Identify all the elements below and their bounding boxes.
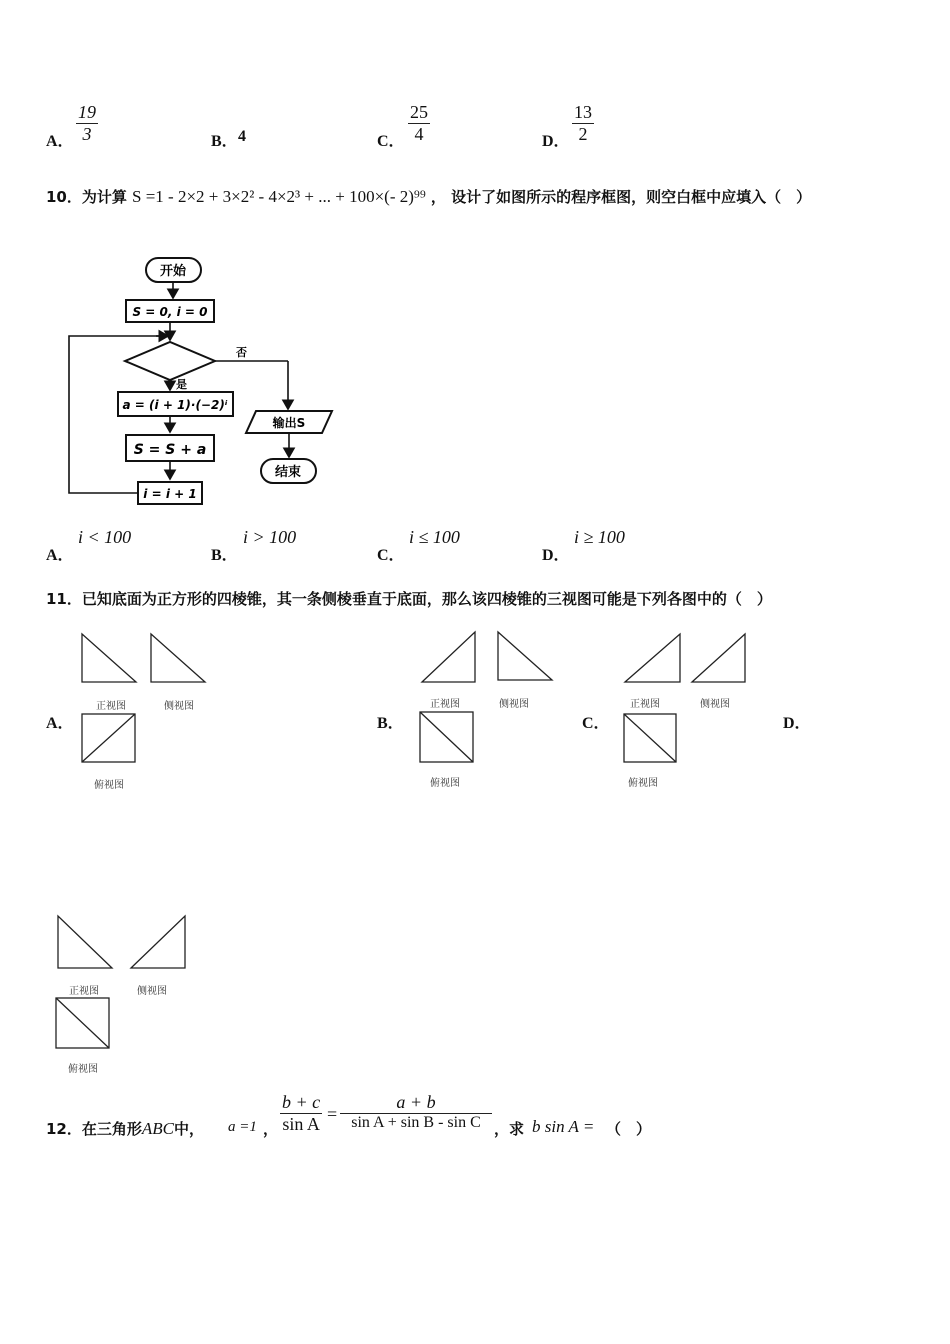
q10-lead: 为计算	[81, 188, 127, 206]
front-view-triangle	[82, 634, 136, 682]
front-view-triangle	[58, 916, 112, 968]
q11-d-side-caption: 侧视图	[137, 986, 167, 997]
q10-option-b-label[interactable]: B．	[211, 547, 238, 564]
q10-flowchart	[46, 250, 346, 512]
fraction-numerator: b + c	[282, 1092, 321, 1112]
q10-tail: ， 设计了如图所示的程序框图，则空白框中应填入（ ）	[430, 188, 812, 206]
flow-init-text: S = 0, i = 0	[132, 305, 208, 319]
flow-update-s-text: S = S + a	[133, 442, 207, 458]
q9-option-d-fraction	[572, 102, 594, 145]
q11-d-front-caption: 正视图	[69, 986, 99, 997]
front-view-triangle	[625, 634, 680, 682]
q10-stem	[46, 186, 811, 207]
q11-c-front-caption: 正视图	[630, 699, 660, 710]
q11-option-b-label[interactable]: B．	[377, 715, 404, 732]
flow-decision-blank	[125, 342, 215, 380]
side-view-triangle	[692, 634, 745, 682]
fraction-numerator: 13	[574, 102, 592, 122]
q11-b-top-caption: 俯视图	[430, 778, 460, 789]
q11-a-top-caption: 俯视图	[94, 780, 124, 791]
q10-option-d-value: i ≥ 100	[574, 527, 625, 547]
q11-option-c-views	[620, 630, 752, 792]
q10-number: 10．	[46, 188, 82, 206]
q10-option-b-value: i > 100	[243, 527, 297, 547]
q11-d-top-caption: 俯视图	[68, 1064, 98, 1075]
q9-option-d-label[interactable]: D．	[542, 133, 570, 150]
q10-formula: S =1 - 2×2 + 3×2² - 4×2³ + ... + 100×(- 2)⁹⁹	[131, 187, 426, 206]
flow-yes-label: 是	[176, 378, 187, 391]
q12-lhs-fraction	[280, 1092, 322, 1135]
q12-mid: 中，	[174, 1120, 205, 1138]
q12-lead-group	[46, 1118, 204, 1139]
q11-option-a-label[interactable]: A．	[46, 715, 74, 732]
q9-option-b-label[interactable]: B．	[211, 133, 238, 150]
q11-c-side-caption: 侧视图	[700, 699, 730, 710]
q11-b-front-caption: 正视图	[430, 699, 460, 710]
q12-target: b sin A =	[532, 1117, 595, 1136]
flow-end-text: 结束	[274, 465, 302, 480]
q12-paren: （ ）	[606, 1120, 652, 1138]
fraction-numerator: 19	[78, 102, 96, 122]
q12-comma: ，	[263, 1120, 279, 1138]
q9-option-c-label[interactable]: C．	[377, 133, 405, 150]
q9-option-b-value: 4	[238, 128, 246, 145]
flow-assign-text: a = (i + 1)·(−2)ⁱ	[122, 398, 228, 412]
q11-option-d-label[interactable]: D．	[783, 715, 811, 732]
q12-equals: =	[327, 1104, 338, 1124]
fraction-denominator: 3	[82, 124, 92, 144]
q11-a-side-caption: 侧视图	[164, 701, 194, 712]
q10-option-c-value: i ≤ 100	[409, 527, 460, 547]
q9-option-a-label[interactable]: A．	[46, 133, 74, 150]
q11-a-front-caption: 正视图	[96, 701, 126, 712]
flow-output-text: 输出S	[272, 416, 306, 430]
q10-option-a-label[interactable]: A．	[46, 547, 74, 564]
q11-option-b-views	[418, 630, 558, 792]
flow-start-text: 开始	[159, 264, 187, 279]
q12-lead: 在三角形	[81, 1120, 142, 1138]
q12-abc: ABC	[141, 1119, 174, 1138]
flow-no-label: 否	[236, 346, 247, 359]
q10-option-a-value: i < 100	[78, 527, 132, 547]
fraction-numerator: 25	[410, 102, 428, 122]
q11-option-c-label[interactable]: C．	[582, 715, 610, 732]
q10-option-d-label[interactable]: D．	[542, 547, 570, 564]
q12-condition: a =1	[228, 1119, 257, 1135]
q12-number: 12．	[46, 1120, 82, 1138]
front-view-triangle	[422, 632, 475, 682]
flow-increment-text: i = i + 1	[143, 487, 197, 501]
side-view-triangle	[151, 634, 205, 682]
side-view-triangle	[131, 916, 185, 968]
q11-b-side-caption: 侧视图	[499, 699, 529, 710]
q12-rhs-fraction	[340, 1092, 492, 1132]
q9-option-a-fraction	[76, 102, 98, 145]
fraction-denominator: sin A	[282, 1114, 320, 1134]
q11-stem: 11．已知底面为正方形的四棱锥，其一条侧棱垂直于底面，那么该四棱锥的三视图可能是下列各图中的（ ）	[46, 590, 772, 608]
q9-option-c-fraction	[408, 102, 430, 145]
fraction-denominator: 4	[414, 124, 424, 144]
fraction-denominator: 2	[578, 124, 588, 144]
q11-c-top-caption: 俯视图	[628, 778, 658, 789]
q10-option-c-label[interactable]: C．	[377, 547, 405, 564]
q12-ask: ，求	[494, 1120, 525, 1138]
fraction-numerator: a + b	[396, 1092, 436, 1112]
side-view-triangle	[498, 632, 552, 680]
fraction-denominator: sin A + sin B - sin C	[351, 1114, 481, 1131]
